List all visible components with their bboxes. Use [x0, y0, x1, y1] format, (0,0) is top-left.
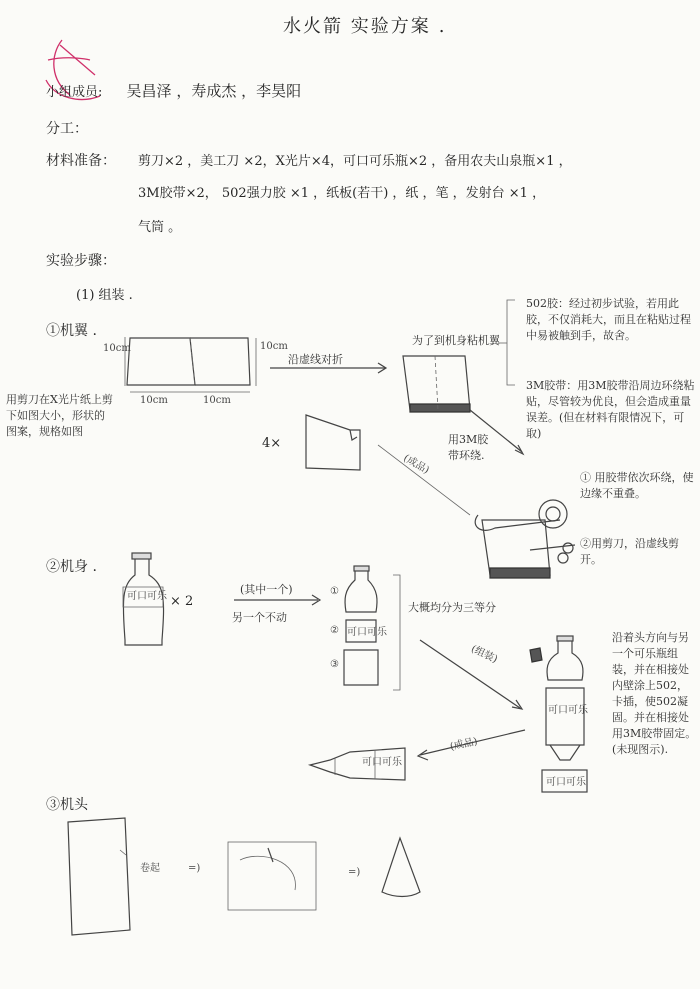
body-label: ②机身 . [46, 559, 97, 575]
materials-label: 材料准备： [46, 153, 116, 169]
piece-1-label: ① [330, 586, 339, 597]
division-label: 分工： [46, 121, 88, 137]
materials-line-1: 剪刀×2 ，美工刀 ×2，X光片×4，可口可乐瓶×2 ，备用农夫山泉瓶×1 ， [138, 154, 572, 169]
wing-label: ①机翼 . [46, 323, 97, 339]
glue-502-note: 502胶：经过初步试验，若用此胶，不仅消耗大，而且在粘贴过程中易被触到手，故舍。 [526, 297, 691, 342]
body-finished-label: (成品) [449, 736, 479, 753]
members-label: 小组成员 [46, 85, 99, 100]
wing-dim-left: 10cm [103, 343, 131, 354]
wing-cut-note: 用剪刀在X光片纸上剪下如图大小，形状的图案，规格如图 [6, 393, 113, 438]
steps-label: 实验步骤： [46, 253, 116, 269]
body-split-note: 大概均分为三等分 [408, 601, 496, 614]
finished-brand: 可口可乐 [362, 757, 402, 768]
body-assembly-note: 沿着头方向与另一个可乐瓶组装，并在相接处内壁涂上502，卡插，使502凝固。并在相接处用3M胶带固定。(未现图示). [612, 631, 697, 756]
piece-2-brand: 可口可乐 [347, 627, 387, 638]
wing-step-b: ②用剪刀，沿虚线剪开。 [580, 537, 679, 566]
wing-cut-sketch [306, 415, 360, 470]
wing-fold-note: 沿虚线对折 [288, 353, 343, 366]
wing-folded-sketch [125, 337, 256, 392]
wing-finished-label: (成品) [401, 452, 431, 477]
wing-dim-right: 10cm [260, 341, 288, 352]
wing-step-a: ① 用胶带依次环绕，使边缘不重叠。 [580, 471, 694, 500]
wing-tape-around: 用3M胶带环绕. [448, 433, 489, 462]
wing-times: 4× [262, 436, 282, 451]
wing-folded-result [403, 356, 470, 412]
head-sheet-sketch [68, 818, 130, 935]
body-assemble-label: (组装) [469, 643, 500, 666]
wing-dim-bottom-2: 10cm [203, 395, 231, 406]
materials-line-3: 气筒 。 [138, 220, 182, 235]
wing-dim-bottom-1: 10cm [140, 395, 168, 406]
head-arrow-2: =) [348, 867, 361, 878]
bottle-label: 可口可乐 [127, 591, 167, 602]
head-arrow-1: =) [188, 863, 201, 874]
piece-2-label: ② [330, 625, 339, 636]
members-names: 吴昌泽 ，寿成杰 ，李昊阳 [126, 82, 302, 100]
steps-sub-assembly: (1) 组装 . [76, 288, 133, 303]
piece-3-label: ③ [330, 659, 339, 670]
page-title: 水火箭 实验方案 . [283, 16, 447, 37]
materials-line-2: 3M胶带×2， 502强力胶 ×1 ，纸板(若干) ，纸 ，笔 ，发射台 ×1 ， [138, 186, 546, 201]
head-roll-sketch [228, 842, 316, 910]
head-roll-label: 卷起 [140, 863, 160, 874]
assembled-base-brand: 可口可乐 [546, 777, 586, 788]
bottle-times: × 2 [170, 594, 194, 609]
wing-taped-sketch [475, 500, 575, 578]
wing-glue-note: 为了到机身粘机翼 [412, 334, 500, 347]
members-line: 小组成员: 吴昌泽 ，寿成杰 ，李昊阳 [46, 82, 302, 100]
tape-3m-note: 3M胶带：用3M胶带沿周边环绕粘贴，尽管较为优良，但会造成重量误差。(但在材料有限情况下，可取) [526, 379, 695, 440]
assembled-brand: 可口可乐 [548, 705, 588, 716]
body-one-of: (其中一个) [240, 583, 293, 596]
nose-cone-sketch [382, 838, 420, 897]
body-other-no-move: 另一个不动 [232, 611, 287, 624]
head-label: ③机头 [46, 797, 88, 813]
